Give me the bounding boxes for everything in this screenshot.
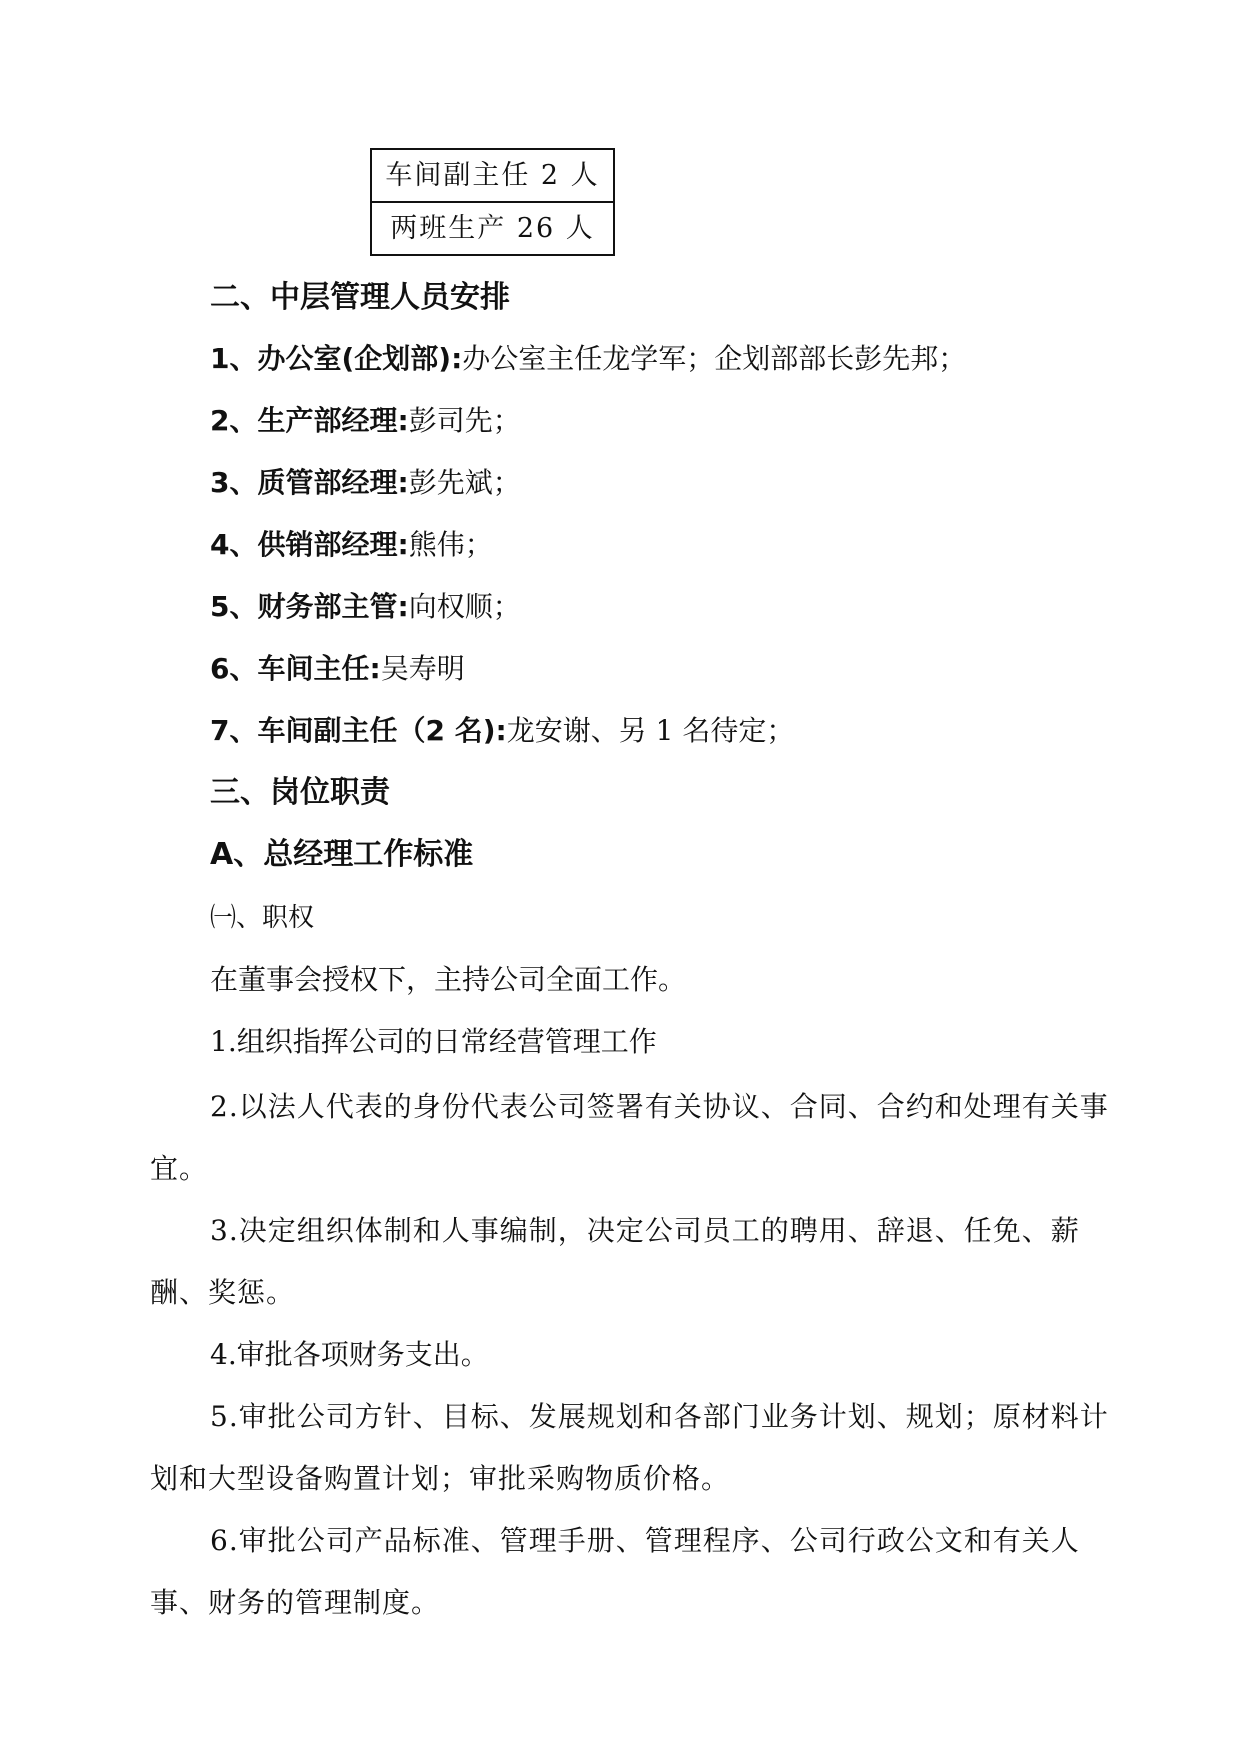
- item-value: 办公室主任龙学军；企划部部长彭先邦；: [462, 342, 967, 375]
- point-6: 6.审批公司产品标准、管理手册、管理程序、公司行政公文和有关人事、财务的管理制度。: [150, 1524, 1080, 1619]
- staff-count-table: [370, 148, 615, 256]
- item-value: 熊伟；: [408, 528, 493, 561]
- section-2-heading: 二、中层管理人员安排: [210, 280, 510, 315]
- item-label: 5、财务部主管:: [210, 590, 409, 623]
- list-item: [210, 401, 521, 441]
- item-label: 3、质管部经理:: [210, 466, 409, 499]
- point-4: 4.审批各项财务支出。: [210, 1338, 489, 1371]
- item-value: 向权顺；: [408, 590, 521, 623]
- table-row: [371, 202, 614, 255]
- item-value: 彭先斌；: [408, 466, 521, 499]
- item-label: 1、办公室(企划部):: [210, 342, 463, 375]
- list-item: [210, 649, 465, 689]
- sub-item-heading: ㈠、职权: [210, 903, 315, 933]
- list-item: [210, 525, 493, 565]
- item-label: 4、供销部经理:: [210, 528, 409, 561]
- table-row: [371, 149, 614, 202]
- item-label: 2、生产部经理:: [210, 404, 409, 437]
- intro-paragraph: 在董事会授权下，主持公司全面工作。: [210, 963, 687, 996]
- point-2: 2.以法人代表的身份代表公司签署有关协议、合同、合约和处理有关事宜。: [150, 1090, 1109, 1185]
- list-item: [210, 339, 966, 379]
- list-item: [210, 463, 521, 503]
- point-3: 3.决定组织体制和人事编制，决定公司员工的聘用、辞退、任免、薪酬、奖惩。: [150, 1214, 1080, 1309]
- point-5: 5.审批公司方针、目标、发展规划和各部门业务计划、规划；原材料计划和大型设备购置计划；审批采购物质价格。: [150, 1400, 1109, 1495]
- section-3-heading: 三、岗位职责: [210, 775, 390, 810]
- item-value: 彭司先；: [408, 404, 521, 437]
- table-cell-production-staff: 两班生产 26 人: [371, 202, 614, 255]
- item-label: 7、车间副主任（2 名):: [210, 714, 507, 747]
- item-label: 6、车间主任:: [210, 652, 381, 685]
- table-cell-deputy-directors: 车间副主任 2 人: [371, 149, 614, 202]
- point-1: 1.组织指挥公司的日常经营管理工作: [210, 1025, 657, 1058]
- list-item: [210, 587, 521, 627]
- list-item: [210, 711, 794, 751]
- section-3-subheading: A、总经理工作标准: [210, 837, 474, 872]
- item-value: 龙安谢、另 1 名待定；: [506, 714, 795, 747]
- item-value: 吴寿明: [380, 652, 465, 685]
